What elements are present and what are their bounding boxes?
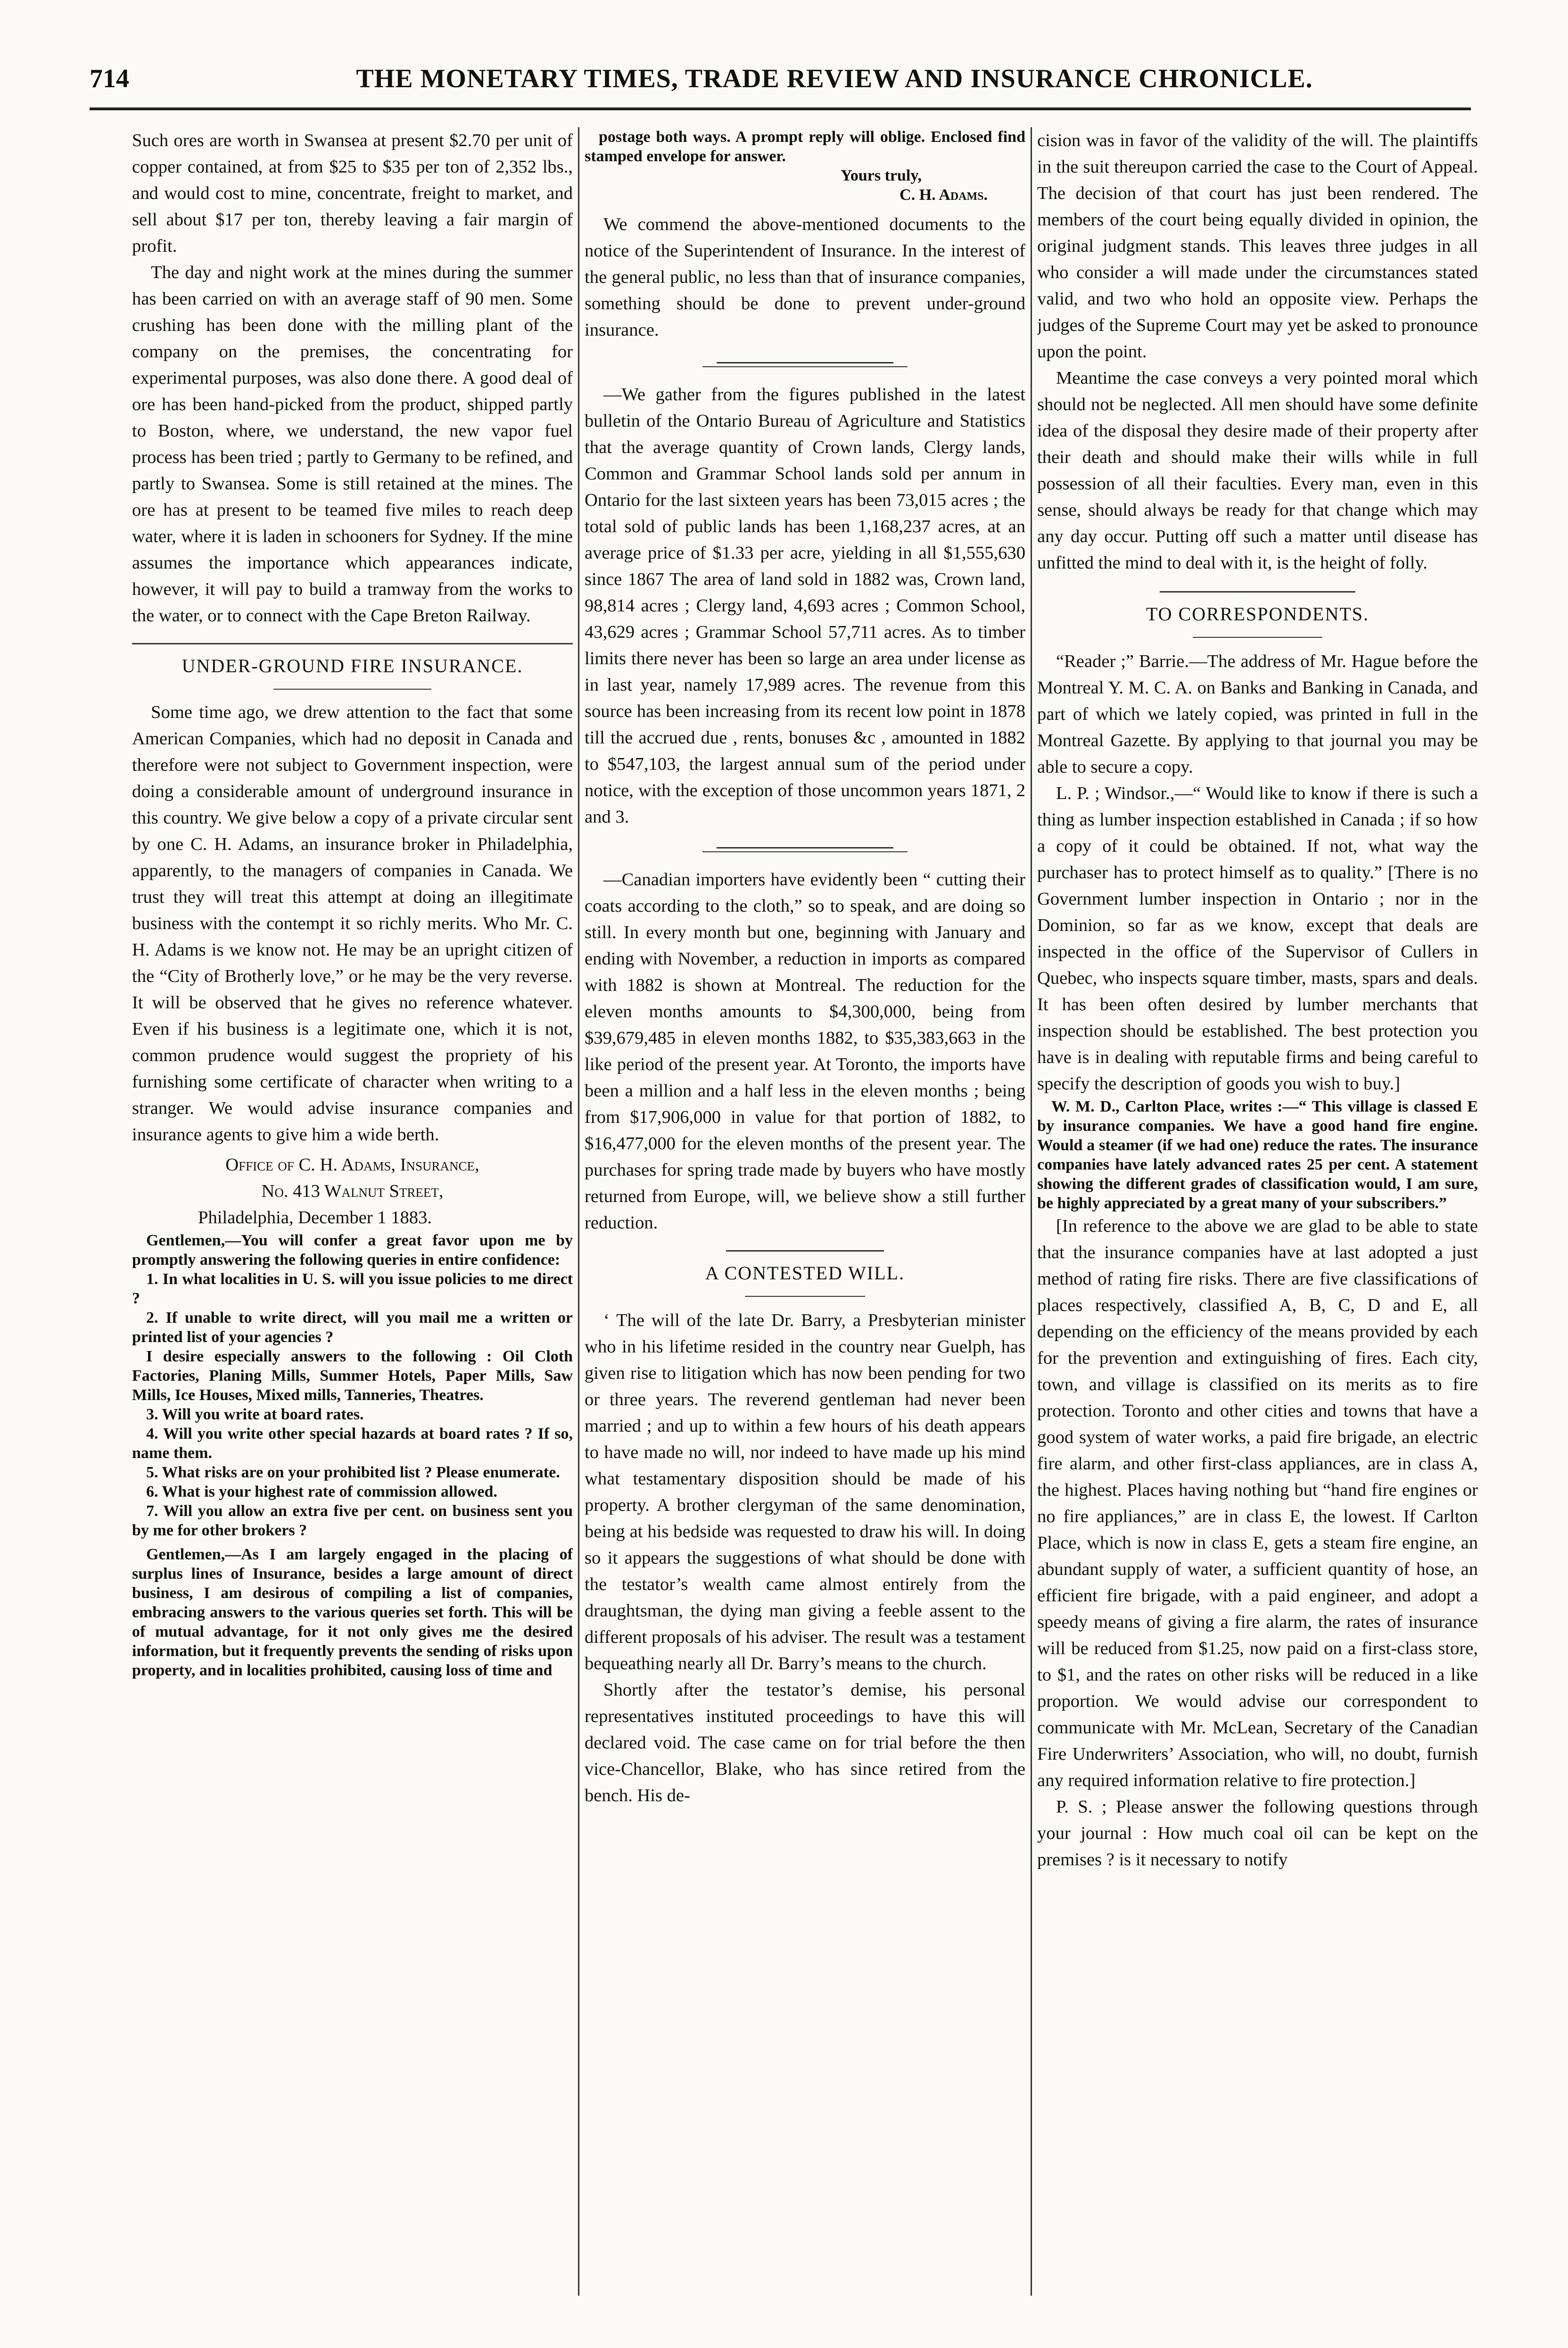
column-2 <box>585 127 1025 2296</box>
paragraph: We commend the above-mentioned documents to the notice of the Superintendent of Insurance. In the interest of the general public, no less than that of insurance companies, something should be done to prevent under-ground insurance. <box>585 214 1025 340</box>
letter-signoff: Yours truly, <box>841 167 922 184</box>
section-rule <box>702 366 908 367</box>
column-rule-1 <box>578 127 579 2296</box>
letter-quote <box>1037 1097 1478 1213</box>
paragraph: Some time ago, we drew attention to the fact that some American Companies, which had no deposit in Canada and therefore were not subject to Government inspection, were doing a considerable amount of underground insurance in this country. We give below a copy of a private circular sent by one C. H. Adams, an insurance broker in Philadelphia, apparently, to the managers of companies in Canada. We trust they will treat this attempt at doing an illegitimate business with the contempt it so richly merits. Who Mr. C. H. Adams is we know not. He may be an upright citizen of the “City of Brotherly love,” or he may be the very reverse. It will be observed that he gives no reference whatever. Even if his business is a legitimate one, which it is not, common prudence would suggest the propriety of his furnishing some certificate of character when writing to a stranger. We would advise insurance companies and insurance agents to give him a wide berth. <box>132 702 573 1145</box>
letter-body <box>132 1231 573 1680</box>
paragraph: Shortly after the testator’s demise, his personal representatives instituted proceedings to have this will declared void. The case came on for trial before the then vice-Chancellor, Blake, who has since retired from the bench. His de- <box>585 1680 1025 1805</box>
section-rule <box>132 643 573 644</box>
letter-date: Philadelphia, December 1 1883. <box>198 1208 432 1228</box>
paragraph: postage both ways. A prompt reply will oblige. Enclosed find stamped envelope for answer. <box>585 128 1025 165</box>
letter-signature: C. H. Adams. <box>900 186 988 204</box>
column-3 <box>1037 127 1478 2296</box>
letter-address: Office of C. H. Adams, Insurance, <box>225 1155 479 1175</box>
paragraph: cision was in favor of the validity of the will. The plaintiffs in the suit thereupon carried the case to the Court of Appeal. The decision of that court has just been rendered. The members of the court being equally divided in opinion, the original judgment stands. This leaves three judges in all who consider a will made under the circumstances stated valid, and two who hold an opposite view. Perhaps the judges of the Supreme Court may yet be asked to pronounce upon the point. <box>1037 131 1478 362</box>
header-rule <box>90 107 1471 110</box>
query: 3. Will you write at board rates. <box>146 1406 364 1423</box>
query: 5. What risks are on your prohibited list ? Please enumerate. <box>146 1464 560 1481</box>
section-rule <box>745 1296 865 1297</box>
query: 7. Will you allow an extra five per cent. on business sent you by me for other brokers ? <box>132 1502 573 1539</box>
section-rule <box>726 1250 884 1252</box>
section-rule <box>273 689 431 690</box>
correspondence: W. M. D., Carlton Place, writes :—“ This village is classed E by insurance companies. We have a good hand fire engine. Would a steamer (if we had one) reduce the rates. The insurance companies have lately advanced rates 25 per cent. A statement showing the different grades of classification would, I am sure, be highly appreciated by a great many of your subscribers.” <box>1037 1098 1478 1212</box>
section-title-fire-insurance: UNDER-GROUND FIRE INSURANCE. <box>182 655 523 676</box>
paragraph: ‘ The will of the late Dr. Barry, a Presbyterian minister who in his lifetime resided in the country near Guelph, has given rise to litigation which has now been pending for two or three years. The reverend gentleman had never been married ; and up to within a few hours of his death appears to have made no will, nor indeed to have made up his mind what testamentary disposition should be made of his property. A brother clergyman of the same denomination, being at his bedside was requested to draw his will. In doing so it appears the suggestions of what should be done with the testator’s wealth came almost entirely from the draughtsman, the dying man giving a feeble assent to the different proposals of his adviser. The result was a testament bequeathing nearly all Dr. Barry’s means to the church. <box>585 1310 1025 1673</box>
section-rule <box>702 851 908 852</box>
paragraph: Gentlemen,—You will confer a great favor upon me by promptly answering the following queries in entire confidence: <box>132 1232 573 1269</box>
column-1 <box>132 127 573 2296</box>
paragraph: Gentlemen,—As I am largely engaged in the placing of surplus lines of Insurance, besides a large amount of direct business, I am desirous of compiling a list of companies, embracing answers to the various queries set forth. This will be of mutual advantage, for it not only gives me the desired information, but it frequently prevents the sending of risks upon property, and in localities prohibited, causing loss of time and <box>132 1546 573 1679</box>
paragraph: Meantime the case conveys a very pointed moral which should not be neglected. All men should have some definite idea of the disposal they desire made of their property after their death and should make their wills while in full possession of all their faculties. Every man, even in this sense, should always be ready for that change which may any day occur. Putting off such a matter until disease has unfitted the mind to deal with it, is the height of folly. <box>1037 368 1478 573</box>
column-rule-2 <box>1031 127 1032 2296</box>
letter-body-cont <box>585 127 1025 205</box>
section-title-correspondents: TO CORRESPONDENTS. <box>1146 603 1370 625</box>
query: 4. Will you write other special hazards at board rates ? If so, name them. <box>132 1425 573 1462</box>
paragraph: —Canadian importers have evidently been “ cutting their coats according to the cloth,” so to speak, and are doing so still. In every month but one, beginning with January and ending with November, a reduction in imports as compared with 1882 is shown at Montreal. The reduction for the eleven months amounts to $4,300,000, being from $39,679,485 in eleven months 1882, to $35,383,663 in the like period of the present year. At Toronto, the imports have been a million and a half less in the eleven months ; being from $17,906,000 in value for that portion of 1882, to $16,477,000 for the eleven months of the present year. The purchases for spring trade made by buyers who have mostly returned from Europe, will, we believe show a still further reduction. <box>585 870 1025 1233</box>
query: 1. In what localities in U. S. will you issue policies to me direct ? <box>132 1270 573 1307</box>
section-rule <box>1160 591 1355 593</box>
correspondence: “Reader ;” Barrie.—The address of Mr. Hague before the Montreal Y. M. C. A. on Banks and Banking in Canada, and part of which we lately copied, was printed in full in the Montreal Gazette. By applying to that journal you may be able to secure a copy. <box>1037 651 1478 777</box>
paragraph: Such ores are worth in Swansea at present $2.70 per unit of copper contained, at from $25 to $35 per ton of 2,352 lbs., and would cost to mine, concentrate, freight to market, and sell about $17 per ton, thereby leaving a fair margin of profit. <box>132 131 573 256</box>
section-title-contested-will: A CONTESTED WILL. <box>705 1262 905 1284</box>
correspondence: [In reference to the above we are glad to be able to state that the insurance companies have at last adopted a just method of rating fire risks. There are five classifications of places respectively, classified A, B, C, D and E, all depending on the efficiency of the means provided by each for the prevention and extinguishing of fires. Each city, town, and village is classified on its merits as to fire protection. Toronto and other cities and towns that have a good system of water works, a paid fire brigade, an electric fire alarm, and other first-class appliances, are in class A, the highest. Places having nothing but “hand fire engines or no fire appliances,” are in class E, the lowest. If Carlton Place, which is now in class E, gets a steam fire engine, an abundant supply of water, a sufficient quantity of hose, an efficient fire brigade, with a paid engineer, and adopt a speedy means of giving a fire alarm, the rates of insurance will be reduced from $1.25, now paid on a first-class store, to $1, and the rates on other risks will be reduced in a like proportion. We would advise our correspondent to communicate with Mr. McLean, Secretary of the Canadian Fire Underwriters’ Association, who will, no doubt, furnish any required information relative to fire protection.] <box>1037 1216 1478 1790</box>
running-title: THE MONETARY TIMES, TRADE REVIEW AND INSURANCE CHRONICLE. <box>356 64 1313 93</box>
letter-address: No. 413 Walnut Street, <box>261 1181 444 1201</box>
query: I desire especially answers to the following : Oil Cloth Factories, Planing Mills, Summer Hotels, Paper Mills, Saw Mills, Ice Houses, Mixed mills, Tanneries, Theatres. <box>132 1348 573 1404</box>
paragraph: The day and night work at the mines during the summer has been carried on with an average staff of 90 men. Some crushing has been done with the milling plant of the company on the premises, the concentrating for experimental purposes, was also done there. A good deal of ore has been hand-picked from the product, shipped partly to Boston, where, we understand, the new vapor fuel process has been tried ; partly to Germany to be refined, and partly to Swansea. Some is still retained at the mines. The ore has at present to be teamed five miles to reach deep water, where it is laden in schooners for Sydney. If the mine assumes the importance which appearances indicate, however, it will pay to build a tramway from the works to the water, or to connect with the Cape Breton Railway. <box>132 263 573 626</box>
section-rule <box>1193 637 1322 638</box>
page-header <box>90 64 1471 101</box>
page-number: 714 <box>90 64 129 93</box>
section-rule <box>717 362 893 363</box>
correspondence: P. S. ; Please answer the following questions through your journal : How much coal oil can be kept on the premises ? is it necessary to notify <box>1037 1797 1478 1870</box>
paragraph: —We gather from the figures published in the latest bulletin of the Ontario Bureau of Agriculture and Statistics that the average quantity of Crown lands, Clergy lands, Common and Grammar School lands sold per annum in Ontario for the last sixteen years has been 73,015 acres ; the total sold of public lands has been 1,168,237 acres, at an average price of $1.33 per acre, yielding in all $1,555,630 since 1867 The area of land sold in 1882 was, Crown land, 98,814 acres ; Clergy land, 4,693 acres ; Common School, 43,629 acres ; Grammar School 57,711 acres. As to timber limits there never has been so large an area under license as in last year, namely 17,989 acres. The revenue from this source has been increasing from its recent low point in 1878 till the accrued due , rents, bonuses &c , amounted in 1882 to $547,103, the largest annual sum of the period under notice, with the exception of those uncommon years 1871, 2 and 3. <box>585 385 1025 827</box>
section-rule <box>717 847 893 849</box>
query: 6. What is your highest rate of commission allowed. <box>146 1483 497 1500</box>
query: 2. If unable to write direct, will you mail me a written or printed list of your agencies ? <box>132 1309 573 1346</box>
correspondence: L. P. ; Windsor.,—“ Would like to know if there is such a thing as lumber inspection established in Canada ; if so how a copy of it could be obtained. If not, what way the purchaser has to protect himself as to quality.” [There is no Government lumber inspection in Ontario ; nor in the Dominion, so far as we know, except that deals are inspected in the office of the Supervisor of Cullers in Quebec, who inspects square timber, masts, spars and deals. It has been often desired by lumber merchants that inspection should be established. The best protection you have is in dealing with reputable firms and being careful to specify the description of goods you wish to buy.] <box>1037 783 1478 1094</box>
